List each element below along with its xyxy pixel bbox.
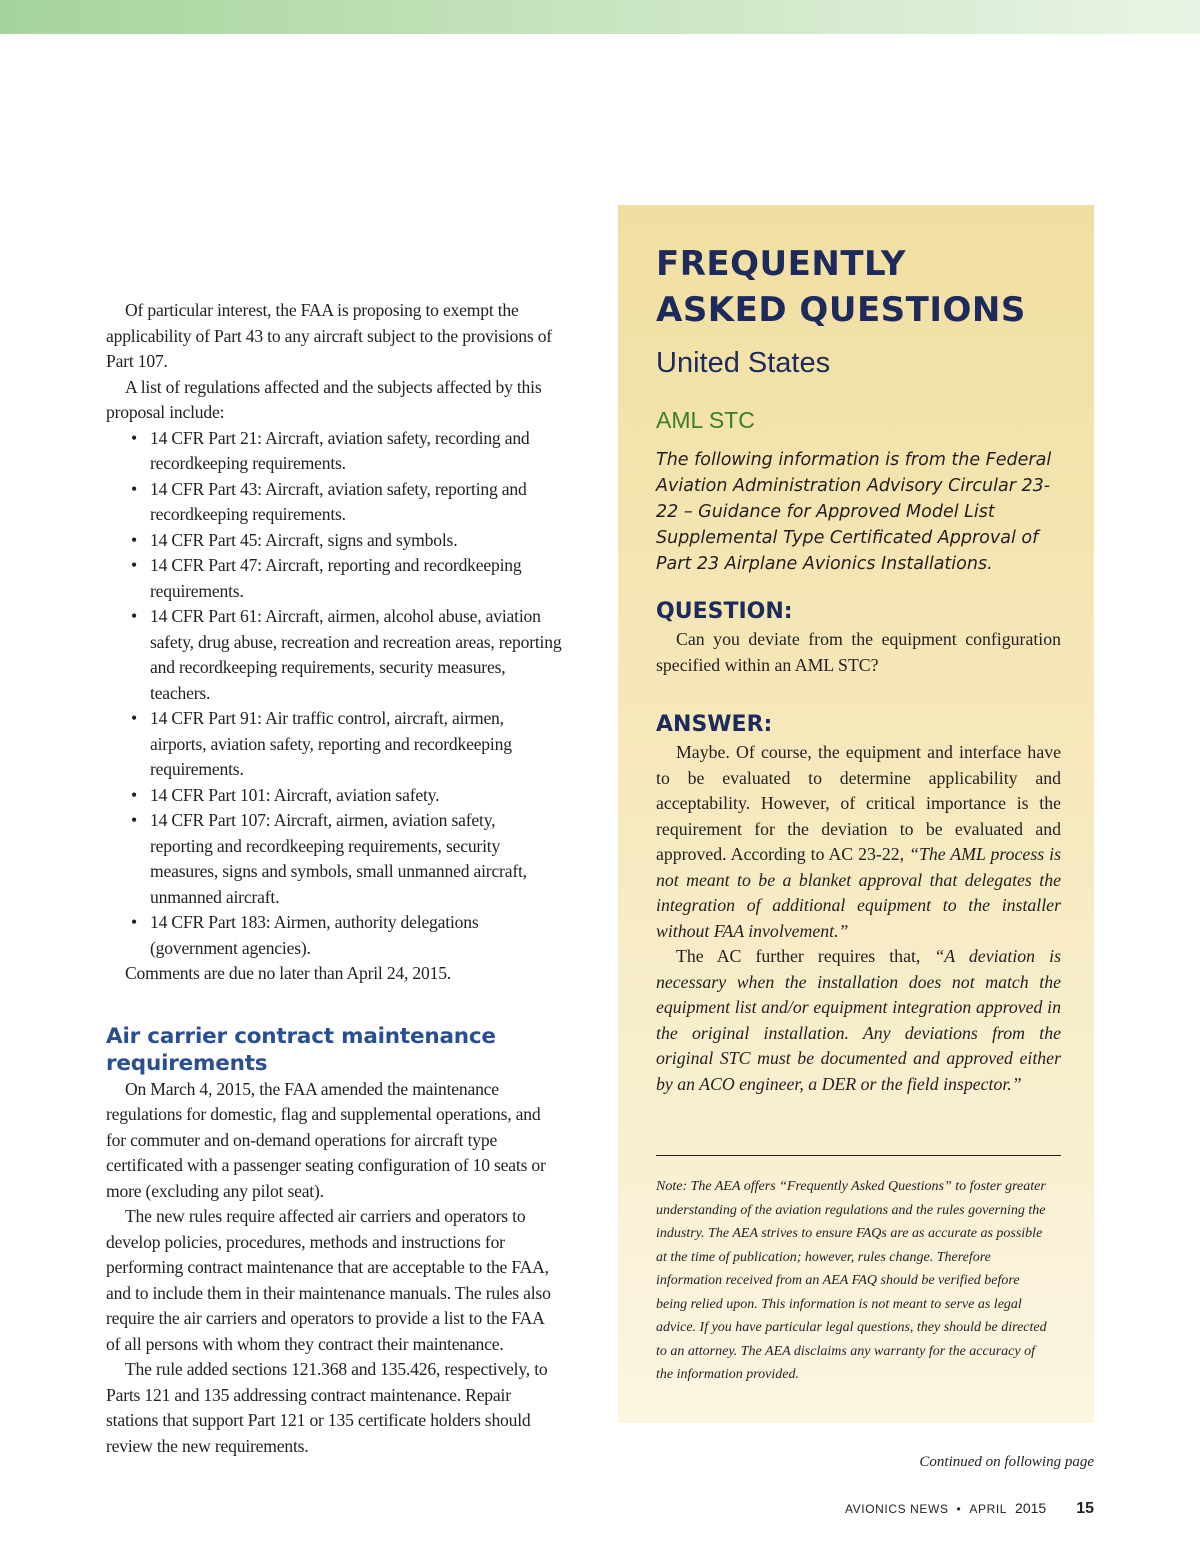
faq-title <box>656 241 1061 333</box>
answer-p1-text: Maybe. Of course, the equipment and interface have to be evaluated to determine applicability and acceptability. However, of critical importance is the requirement for the deviation to be evaluated and approved. According to AC 23-22, <box>656 742 1061 864</box>
list-item: • 14 CFR Part 21: Aircraft, aviation safety, recording and recordkeeping requirements. <box>106 426 562 477</box>
answer-p2-text: The AC further requires that, <box>676 946 921 966</box>
publication-name: AVIONICS NEWS <box>844 1502 949 1516</box>
page-footer <box>845 1500 1094 1518</box>
paragraph-rule-sections: The rule added sections 121.368 and 135.426, respectively, to Parts 121 and 135 addressing contract maintenance. Repair stations that support Part 121 or 135 certificate holders should review the new requirements. <box>106 1359 548 1456</box>
faq-intro: The following information is from the Federal Aviation Administration Advisory Circular 23-22 – Guidance for Approved Model List Supplemental Type Certificated Approval of Part 23 Airplane Avionics Installations. <box>656 450 1052 574</box>
faq-topic: AML STC <box>656 407 755 433</box>
list-item: • 14 CFR Part 61: Aircraft, airmen, alcohol abuse, aviation safety, drug abuse, recreation and recreation areas, reporting and recordkeeping requirements, security measures, teachers. <box>106 604 562 706</box>
note-divider <box>656 1155 1061 1156</box>
section-heading-contract-maintenance: Air carrier contract maintenance requirements <box>106 1023 496 1076</box>
list-item: • 14 CFR Part 107: Aircraft, airmen, aviation safety, reporting and recordkeeping requirements, security measures, signs and symbols, small unmanned aircraft, unmanned aircraft. <box>106 808 562 910</box>
faq-sidebar <box>618 205 1094 1423</box>
answer-p2-quote: “A deviation is necessary when the installation does not match the equipment list and/or equipment integration approved in the original installation. Any deviations from the original STC must be documented and approved either by an ACO engineer, a DER or the field inspector.” <box>656 946 1061 1094</box>
list-item: • 14 CFR Part 101: Aircraft, aviation safety. <box>106 783 562 809</box>
issue-month: APRIL <box>969 1502 1008 1516</box>
question-label: QUESTION: <box>656 599 793 624</box>
faq-title-line-1: FREQUENTLY <box>656 244 907 284</box>
faq-country: United States <box>656 347 831 379</box>
list-item: • 14 CFR Part 183: Airmen, authority delegations (government agencies). <box>106 910 562 961</box>
continued-notice: Continued on following page <box>919 1454 1094 1470</box>
list-item: • 14 CFR Part 47: Aircraft, reporting and recordkeeping requirements. <box>106 553 562 604</box>
faq-disclaimer-note: Note: The AEA offers “Frequently Asked Questions” to foster greater understanding of the aviation regulations and the rules governing the industry. The AEA strives to ensure FAQs are as accurate as possible at the time of publication; however, rules change. Therefore information received from an AEA FAQ should be verified before being relied upon. This information is not meant to serve as legal advice. If you have particular legal questions, they should be directed to an attorney. The AEA disclaims any warranty for the accuracy of the information provided. <box>656 1179 1047 1382</box>
paragraph-regulations-intro: A list of regulations affected and the subjects affected by this proposal include: <box>106 376 542 422</box>
answer-paragraph-2 <box>656 944 1061 1097</box>
answer-p1-quote: “The AML process is not meant to be a blanket approval that delegates the integration of additional equipment to the installer without FAA involvement.” <box>656 844 1062 941</box>
footer-separator: • <box>956 1502 962 1516</box>
answer-label: ANSWER: <box>656 712 773 737</box>
paragraph-part43-exemption: Of particular interest, the FAA is proposing to exempt the applicability of Part 43 to any aircraft subject to the provisions of Part 107. <box>106 300 552 371</box>
paragraph-new-rules: The new rules require affected air carriers and operators to develop policies, procedures, methods and instructions for performing contract maintenance that are acceptable to the FAA, and to include them in their maintenance manuals. The rules also require the air carriers and operators to provide a list to the FAA of all persons with whom they contract their maintenance. <box>106 1206 551 1354</box>
main-article-column <box>106 298 562 1459</box>
list-item: • 14 CFR Part 45: Aircraft, signs and symbols. <box>106 528 562 554</box>
faq-content <box>656 241 1061 1097</box>
header-color-bar <box>0 0 1200 34</box>
list-item: • 14 CFR Part 91: Air traffic control, aircraft, airmen, airports, aviation safety, reporting and recordkeeping requirements. <box>106 706 562 783</box>
page-number: 15 <box>1076 1500 1094 1517</box>
paragraph-comments-due: Comments are due no later than April 24, 2015. <box>125 963 451 983</box>
regulations-list <box>106 426 562 962</box>
list-item: • 14 CFR Part 43: Aircraft, aviation safety, reporting and recordkeeping requirements. <box>106 477 562 528</box>
paragraph-maintenance-amendment: On March 4, 2015, the FAA amended the maintenance regulations for domestic, flag and supplemental operations, and for commuter and on-demand operations for aircraft type certificated with a passenger seating configuration of 10 seats or more (excluding any pilot seat). <box>106 1078 546 1201</box>
faq-title-line-2: ASKED QUESTIONS <box>656 290 1026 330</box>
question-text: Can you deviate from the equipment configuration specified within an AML STC? <box>656 629 1061 675</box>
answer-paragraph-1 <box>656 740 1061 944</box>
issue-year: 2015 <box>1015 1500 1047 1516</box>
